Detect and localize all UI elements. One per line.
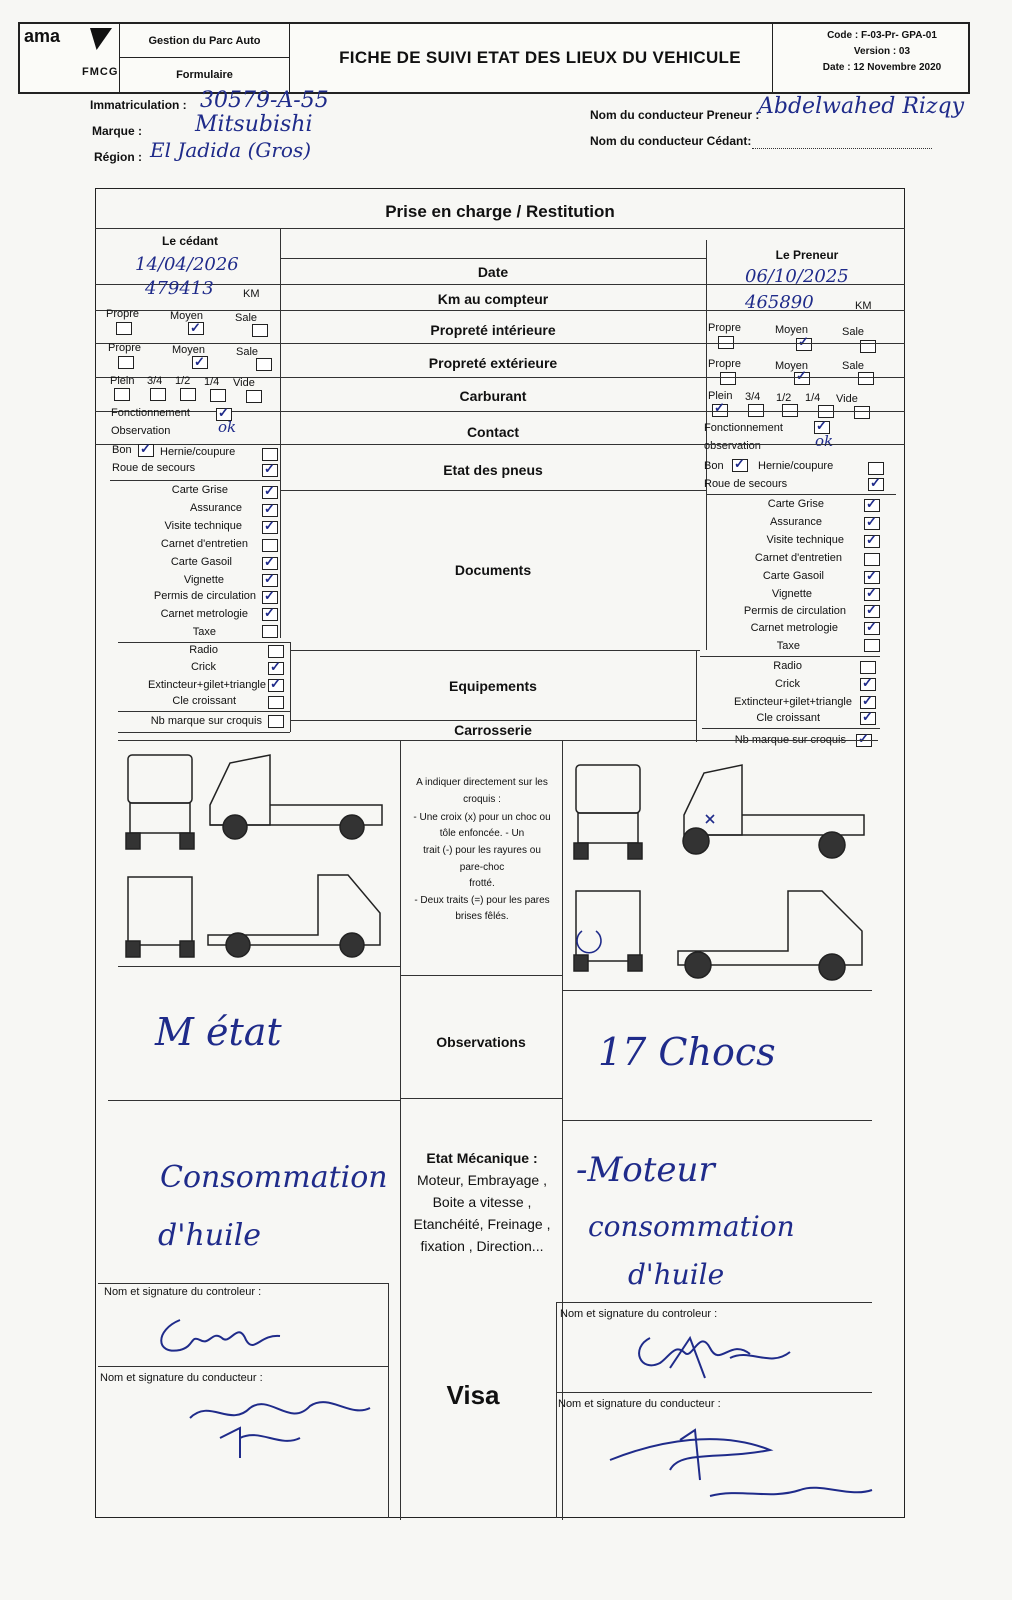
row-documents: Documents xyxy=(454,562,532,578)
hernie-label: Hernie/coupure xyxy=(758,460,834,472)
checkbox-hernie[interactable] xyxy=(262,448,278,461)
opt-plein: Plein xyxy=(110,375,135,387)
roue-label: Roue de secours xyxy=(112,462,196,474)
note-line: - Une croix (x) pour un choc ou xyxy=(413,812,551,823)
doc-type-cell xyxy=(120,58,290,92)
opt-moyen: Moyen xyxy=(172,344,206,356)
checkbox-sale[interactable] xyxy=(252,324,268,337)
opt-propre: Propre xyxy=(708,322,742,334)
doc-carnet-metrologie: Carnet metrologie xyxy=(750,622,838,634)
opt-3-4: 3/4 xyxy=(147,375,163,387)
rule xyxy=(280,258,706,259)
rule xyxy=(118,642,290,643)
region-label: Région : xyxy=(94,150,142,164)
checkbox-sale[interactable] xyxy=(860,340,876,353)
immat-value: 30579-A-55 xyxy=(200,88,329,113)
checkbox-doc[interactable] xyxy=(262,539,278,552)
marque-label: Marque : xyxy=(92,124,143,138)
check-mark-icon: ✓ xyxy=(866,602,877,617)
sig-controleur-label: Nom et signature du controleur : xyxy=(560,1308,718,1320)
sig-conducteur-label: Nom et signature du conducteur : xyxy=(558,1398,721,1410)
dept-label: Gestion du Parc Auto xyxy=(148,34,261,47)
rule xyxy=(118,711,290,712)
row-km: Km au compteur xyxy=(437,291,549,307)
opt-propre: Propre xyxy=(108,342,142,354)
check-mark-icon: ✓ xyxy=(816,418,827,433)
check-mark-icon: ✓ xyxy=(714,400,725,415)
doc-permis-circulation: Permis de circulation xyxy=(153,590,256,602)
check-mark-icon: ✓ xyxy=(190,320,201,335)
hernie-label: Hernie/coupure xyxy=(160,446,236,458)
sig-controleur-label: Nom et signature du controleur : xyxy=(104,1286,262,1298)
rule xyxy=(118,966,400,967)
checkbox-doc[interactable] xyxy=(262,625,278,638)
immat-label: Immatriculation : xyxy=(90,98,187,112)
row-prop-int: Propreté intérieure xyxy=(430,322,556,338)
check-mark-icon: ✓ xyxy=(264,518,275,533)
doc-carnet-entretien: Carnet d'entretien xyxy=(754,552,842,564)
note-line: - Deux traits (=) pour les pares xyxy=(414,895,550,906)
fonctionnement-label: Fonctionnement xyxy=(111,407,190,419)
doc-type-label: Formulaire xyxy=(176,69,233,81)
opt-sale: Sale xyxy=(842,360,865,372)
note-line: croquis : xyxy=(463,794,501,805)
rule xyxy=(118,732,290,733)
visa-label: Visa xyxy=(446,1380,500,1410)
cedant-km-unit: KM xyxy=(243,288,260,300)
checkbox-sale[interactable] xyxy=(858,372,874,385)
check-mark-icon: ✓ xyxy=(264,483,275,498)
check-mark-icon: ✓ xyxy=(270,659,281,674)
col-line xyxy=(556,1302,557,1518)
check-mark-icon: ✓ xyxy=(866,532,877,547)
checkbox-propre[interactable] xyxy=(116,322,132,335)
meca-title: Etat Mécanique : xyxy=(426,1150,538,1166)
check-mark-icon: ✓ xyxy=(862,675,873,690)
logo-text: ama xyxy=(24,26,61,46)
region-value: El Jadida (Gros) xyxy=(150,138,312,162)
check-mark-icon: ✓ xyxy=(858,731,869,746)
rule xyxy=(95,284,905,285)
preneur-km: 465890 xyxy=(745,292,814,313)
checkbox-hernie[interactable] xyxy=(868,462,884,475)
page-title: FICHE DE SUIVI ETAT DES LIEUX DU VEHICULE xyxy=(339,48,741,67)
check-mark-icon: ✓ xyxy=(140,441,151,456)
equip-radio: Radio xyxy=(189,644,218,656)
rule xyxy=(706,494,896,495)
logo-icon xyxy=(90,28,112,50)
preneur-km-unit: KM xyxy=(855,300,872,312)
row-date: Date xyxy=(477,264,509,280)
opt-1-4: 1/4 xyxy=(204,376,220,388)
doc-taxe: Taxe xyxy=(776,640,800,652)
doc-carnet-entretien: Carnet d'entretien xyxy=(160,538,248,550)
check-mark-icon: ✓ xyxy=(194,354,205,369)
note-line: tôle enfoncée. - Un xyxy=(439,828,525,839)
rule xyxy=(95,343,905,344)
rule xyxy=(702,728,880,729)
doc-date: Date : 12 Novembre 2020 xyxy=(822,62,942,73)
meca-preneur-line: -Moteur xyxy=(576,1150,715,1190)
check-mark-icon: ✓ xyxy=(866,514,877,529)
note-line: pare-choc xyxy=(459,862,505,873)
opt-sale: Sale xyxy=(235,312,258,324)
checkbox-propre[interactable] xyxy=(720,372,736,385)
check-mark-icon: ✓ xyxy=(862,693,873,708)
form-header xyxy=(18,22,970,94)
rule xyxy=(562,1120,872,1121)
obs-cedant: M état xyxy=(155,1010,282,1054)
doc-carnet-metrologie: Carnet metrologie xyxy=(160,608,248,620)
opt-propre: Propre xyxy=(106,308,140,320)
row-prop-ext: Propreté extérieure xyxy=(428,355,558,371)
rule xyxy=(98,1283,388,1284)
col-preneur: Le Preneur xyxy=(775,248,839,262)
check-mark-icon: ✓ xyxy=(264,501,275,516)
opt-vide: Vide xyxy=(836,393,858,405)
doc-carte-grise: Carte Grise xyxy=(767,498,824,510)
doc-taxe: Taxe xyxy=(192,626,216,638)
check-mark-icon: ✓ xyxy=(264,554,275,569)
check-mark-icon: ✓ xyxy=(264,571,275,586)
opt-moyen: Moyen xyxy=(775,360,809,372)
rule xyxy=(290,720,696,721)
doc-visite-technique: Visite technique xyxy=(766,534,844,546)
checkbox-vide[interactable] xyxy=(246,390,262,403)
cedant-km: 479413 xyxy=(145,278,214,299)
cedant-vehicle-sketch xyxy=(120,745,398,970)
rule xyxy=(556,1392,872,1393)
rule xyxy=(98,1366,388,1367)
meca-preneur-line: consommation xyxy=(588,1210,795,1243)
check-mark-icon: ✓ xyxy=(264,461,275,476)
equip-crick: Crick xyxy=(774,678,800,690)
check-mark-icon: ✓ xyxy=(798,334,809,349)
doc-code: Code : F-03-Pr- GPA-01 xyxy=(827,30,937,41)
section-title: Prise en charge / Restitution xyxy=(385,202,615,221)
checkbox-3-4[interactable] xyxy=(150,388,166,401)
bon-label: Bon xyxy=(704,460,724,472)
doc-version: Version : 03 xyxy=(853,46,911,57)
checkbox-sale[interactable] xyxy=(256,358,272,371)
rule xyxy=(700,656,880,657)
row-contact: Contact xyxy=(466,424,520,440)
rule xyxy=(290,650,700,651)
opt-moyen: Moyen xyxy=(775,324,809,336)
opt-1-2: 1/2 xyxy=(175,375,191,387)
opt-sale: Sale xyxy=(236,346,259,358)
checkbox-plein[interactable] xyxy=(114,388,130,401)
cedant-label: Nom du conducteur Cédant: xyxy=(590,134,752,148)
doc-assurance: Assurance xyxy=(770,516,822,528)
row-observations: Observations xyxy=(436,1034,526,1050)
check-mark-icon: ✓ xyxy=(866,585,877,600)
cedant-conducteur-signature xyxy=(180,1388,380,1468)
opt-1-2: 1/2 xyxy=(776,392,792,404)
observation-label: Observation xyxy=(111,425,171,437)
rule xyxy=(280,490,706,491)
sig-conducteur-label: Nom et signature du conducteur : xyxy=(100,1372,263,1384)
preneur-contact-obs: ok xyxy=(815,432,834,450)
rule xyxy=(95,444,905,445)
note-line: frotté. xyxy=(469,878,495,889)
check-mark-icon: ✓ xyxy=(264,605,275,620)
bon-label: Bon xyxy=(112,444,132,456)
checkbox-propre[interactable] xyxy=(118,356,134,369)
equip-crick: Crick xyxy=(190,661,216,673)
opt-3-4: 3/4 xyxy=(745,391,761,403)
rule xyxy=(400,975,562,976)
check-mark-icon: ✓ xyxy=(734,456,745,471)
check-mark-icon: ✓ xyxy=(870,475,881,490)
check-mark-icon: ✓ xyxy=(866,568,877,583)
checkbox-equip[interactable] xyxy=(268,696,284,709)
check-mark-icon: ✓ xyxy=(862,709,873,724)
checkbox-1-4[interactable] xyxy=(210,389,226,402)
logo-cell xyxy=(20,24,120,92)
meca-line: Etanchéité, Freinage , xyxy=(413,1216,551,1232)
header-divider xyxy=(772,24,773,92)
preneur-controleur-signature xyxy=(630,1318,800,1388)
meca-line: Moteur, Embrayage , xyxy=(417,1172,547,1188)
preneur-value: Abdelwahed Rizqy xyxy=(758,94,965,119)
rule xyxy=(95,228,905,229)
rule xyxy=(556,1302,872,1303)
meca-cedant-line: Consommation xyxy=(160,1160,388,1195)
rule xyxy=(108,1100,400,1101)
opt-sale: Sale xyxy=(842,326,865,338)
rule xyxy=(110,480,280,481)
row-pneus: Etat des pneus xyxy=(443,462,543,478)
doc-carte-gasoil: Carte Gasoil xyxy=(762,570,824,582)
cedant-contact-obs: ok xyxy=(218,418,237,436)
rule xyxy=(562,990,872,991)
check-mark-icon: ✓ xyxy=(218,405,229,420)
check-mark-icon: ✓ xyxy=(264,588,275,603)
rule xyxy=(95,310,905,311)
col-line xyxy=(388,1283,389,1518)
doc-carte-grise: Carte Grise xyxy=(171,484,228,496)
roue-label: Roue de secours xyxy=(704,478,788,490)
opt-moyen: Moyen xyxy=(170,310,204,322)
preneur-date: 06/10/2025 xyxy=(745,266,849,287)
checkbox-1-2[interactable] xyxy=(180,388,196,401)
checkbox-doc[interactable] xyxy=(864,639,880,652)
obs-preneur: 17 Chocs xyxy=(598,1030,776,1074)
checkbox-equip[interactable] xyxy=(860,661,876,674)
rule xyxy=(400,1098,562,1099)
checkbox-equip[interactable] xyxy=(268,645,284,658)
opt-plein: Plein xyxy=(708,390,733,402)
note-line: trait (-) pour les rayures ou xyxy=(423,845,541,856)
col-cedant: Le cédant xyxy=(161,234,218,248)
check-mark-icon: ✓ xyxy=(866,619,877,634)
row-carburant: Carburant xyxy=(459,388,527,404)
check-mark-icon: ✓ xyxy=(866,496,877,511)
equip-radio: Radio xyxy=(773,660,802,672)
cedant-dotted-line xyxy=(752,138,932,149)
equip-cle: Cle croissant xyxy=(172,695,236,707)
check-mark-icon: ✓ xyxy=(270,676,281,691)
cedant-date: 14/04/2026 xyxy=(135,254,239,275)
row-carrosserie: Carrosserie xyxy=(454,722,532,738)
doc-carte-gasoil: Carte Gasoil xyxy=(170,556,232,568)
equip-nb-marque: Nb marque sur croquis xyxy=(150,715,262,727)
meca-line: Boite a vitesse , xyxy=(432,1194,532,1210)
opt-vide: Vide xyxy=(233,377,255,389)
dept-cell xyxy=(120,24,290,58)
doc-visite-technique: Visite technique xyxy=(164,520,242,532)
note-line: brises fêlés. xyxy=(455,911,509,922)
marque-value: Mitsubishi xyxy=(195,112,313,137)
equip-nb-marque: Nb marque sur croquis xyxy=(734,734,846,746)
opt-1-4: 1/4 xyxy=(805,392,821,404)
meca-cedant-line: d'huile xyxy=(158,1218,262,1253)
fonctionnement-label: Fonctionnement xyxy=(704,422,783,434)
equip-extincteur: Extincteur+gilet+triangle xyxy=(147,679,266,691)
logo-sub: FMCG xyxy=(82,66,119,78)
equip-extincteur: Extincteur+gilet+triangle xyxy=(733,696,852,708)
checkbox-equip[interactable] xyxy=(268,715,284,728)
equip-cle: Cle croissant xyxy=(756,712,820,724)
observation-label: observation xyxy=(704,440,761,452)
preneur-vehicle-sketch xyxy=(566,755,870,987)
preneur-label: Nom du conducteur Preneur : xyxy=(590,108,760,122)
doc-vignette: Vignette xyxy=(183,574,224,586)
rule xyxy=(118,740,878,741)
check-mark-icon: ✓ xyxy=(796,368,807,383)
row-equipements: Equipements xyxy=(449,678,537,694)
meca-line: fixation , Direction... xyxy=(420,1238,544,1254)
checkbox-vide[interactable] xyxy=(854,406,870,419)
note-line: A indiquer directement sur les xyxy=(416,777,548,788)
cedant-controleur-signature xyxy=(150,1310,290,1360)
doc-assurance: Assurance xyxy=(190,502,242,514)
opt-propre: Propre xyxy=(708,358,742,370)
meca-preneur-line: d'huile xyxy=(628,1258,725,1291)
doc-permis-circulation: Permis de circulation xyxy=(743,605,846,617)
checkbox-doc[interactable] xyxy=(864,553,880,566)
doc-meta xyxy=(796,28,968,76)
preneur-conducteur-signature xyxy=(600,1420,880,1510)
doc-vignette: Vignette xyxy=(771,588,812,600)
